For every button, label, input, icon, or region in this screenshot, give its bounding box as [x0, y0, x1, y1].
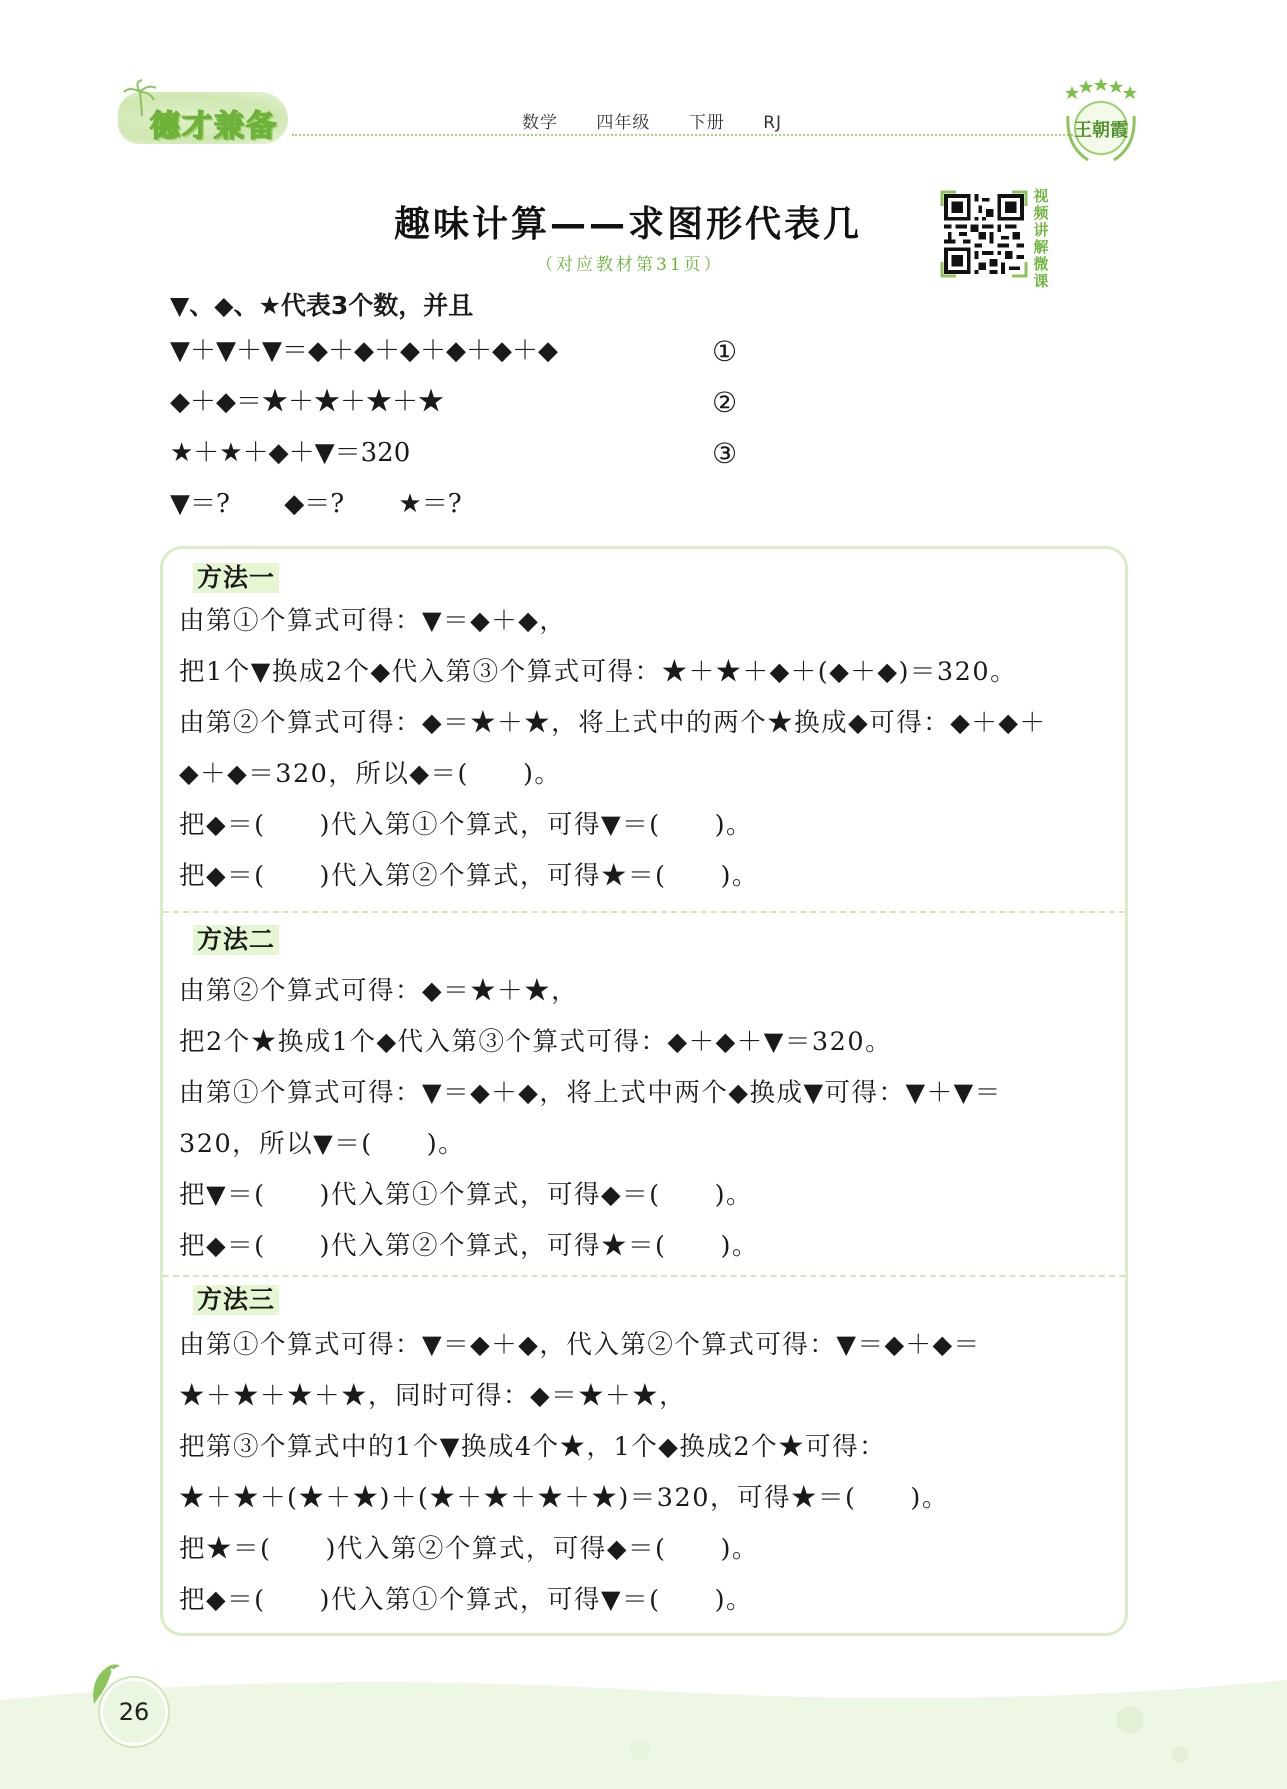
video-lesson-char: 频: [1033, 204, 1049, 222]
page-number: 26: [100, 1678, 168, 1746]
method-line: ★＋★＋★＋★，同时可得：◆＝★＋★，: [179, 1381, 687, 1411]
badge-text: 王朝霞: [1074, 120, 1128, 141]
equation-expression: ◆＋◆＝★＋★＋★＋★: [170, 387, 444, 417]
header-grade: 四年级: [596, 113, 651, 133]
page-title: 趣味计算——求图形代表几: [394, 204, 863, 245]
problem-intro: ▼、◆、★代表3个数，并且: [170, 291, 474, 320]
video-lesson-char: 解: [1033, 238, 1049, 256]
brand-logo: [118, 84, 293, 146]
equation-row: [170, 428, 770, 479]
method-divider: [163, 911, 1125, 913]
equation-row: [170, 326, 770, 377]
header-book-info: [522, 108, 800, 133]
video-lesson-char: 课: [1033, 272, 1049, 290]
footer-wave-decoration: [0, 1660, 1287, 1789]
qr-code-icon[interactable]: [944, 194, 1024, 274]
method-line: 由第①个算式可得：▼＝◆＋◆，将上式中两个◆换成▼可得：▼＋▼＝: [179, 1078, 1002, 1108]
equation-number: ①: [712, 335, 738, 368]
method-line: ◆＋◆＝320，所以◆＝( )。: [179, 759, 562, 789]
video-lesson-char: 微: [1033, 255, 1049, 273]
method-line: ★＋★＋(★＋★)＋(★＋★＋★＋★)＝320，可得★＝( )。: [179, 1483, 949, 1513]
equation-number: ②: [712, 386, 738, 419]
equation-row: [170, 377, 770, 428]
method-line: 由第①个算式可得：▼＝◆＋◆，代入第②个算式可得：▼＝◆＋◆＝: [179, 1330, 981, 1360]
video-lesson-char: 视: [1033, 187, 1049, 205]
equation-expression: ▼＋▼＋▼＝◆＋◆＋◆＋◆＋◆＋◆: [170, 336, 558, 366]
method-line: 把▼＝( )代入第①个算式，可得◆＝( )。: [179, 1180, 754, 1210]
header-subject: 数学: [522, 113, 558, 133]
method-line: 由第②个算式可得：◆＝★＋★，将上式中的两个★换成◆可得：◆＋◆＋: [179, 708, 1047, 738]
method-line: 把2个★换成1个◆代入第③个算式可得：◆＋◆＋▼＝320。: [179, 1027, 893, 1057]
question-star: ★＝?: [398, 489, 462, 519]
video-lesson-label: [1030, 188, 1052, 290]
question-triangle: ▼＝?: [170, 489, 230, 519]
method-line: 把★＝( )代入第②个算式，可得◆＝( )。: [179, 1534, 759, 1564]
problem-statement: [170, 286, 770, 530]
header-volume: 下册: [688, 113, 725, 133]
method-line: 把◆＝( )代入第②个算式，可得★＝( )。: [179, 861, 759, 891]
header-divider: [292, 134, 1077, 136]
method-heading: 方法二: [193, 925, 279, 955]
question-row: [170, 479, 770, 530]
method-heading: 方法三: [193, 1285, 279, 1315]
method-line: 由第①个算式可得：▼＝◆＋◆，: [179, 606, 567, 636]
wang-chaoxia-badge-logo: [1058, 76, 1144, 168]
logo-text: 德才兼备: [150, 109, 278, 144]
method-line: 由第②个算式可得：◆＝★＋★，: [179, 976, 579, 1006]
method-divider: [163, 1275, 1125, 1277]
methods-panel: [160, 546, 1128, 1636]
method-heading: 方法一: [193, 563, 279, 593]
method-line: 把1个▼换成2个◆代入第③个算式可得：★＋★＋◆＋(◆＋◆)＝320。: [179, 657, 1018, 687]
textbook-reference: （对应教材第31页）: [536, 255, 724, 275]
question-diamond: ◆＝?: [284, 489, 345, 519]
equation-number: ③: [712, 437, 738, 470]
method-line: 把◆＝( )代入第②个算式，可得★＝( )。: [179, 1231, 759, 1261]
method-line: 把第③个算式中的1个▼换成4个★，1个◆换成2个★可得：: [179, 1432, 887, 1462]
header-edition: RJ: [763, 113, 783, 133]
method-line: 把◆＝( )代入第①个算式，可得▼＝( )。: [179, 1585, 754, 1615]
method-line: 320，所以▼＝( )。: [179, 1129, 466, 1159]
method-line: 把◆＝( )代入第①个算式，可得▼＝( )。: [179, 810, 754, 840]
video-lesson-char: 讲: [1033, 221, 1049, 239]
equation-expression: ★＋★＋◆＋▼＝320: [170, 438, 411, 468]
